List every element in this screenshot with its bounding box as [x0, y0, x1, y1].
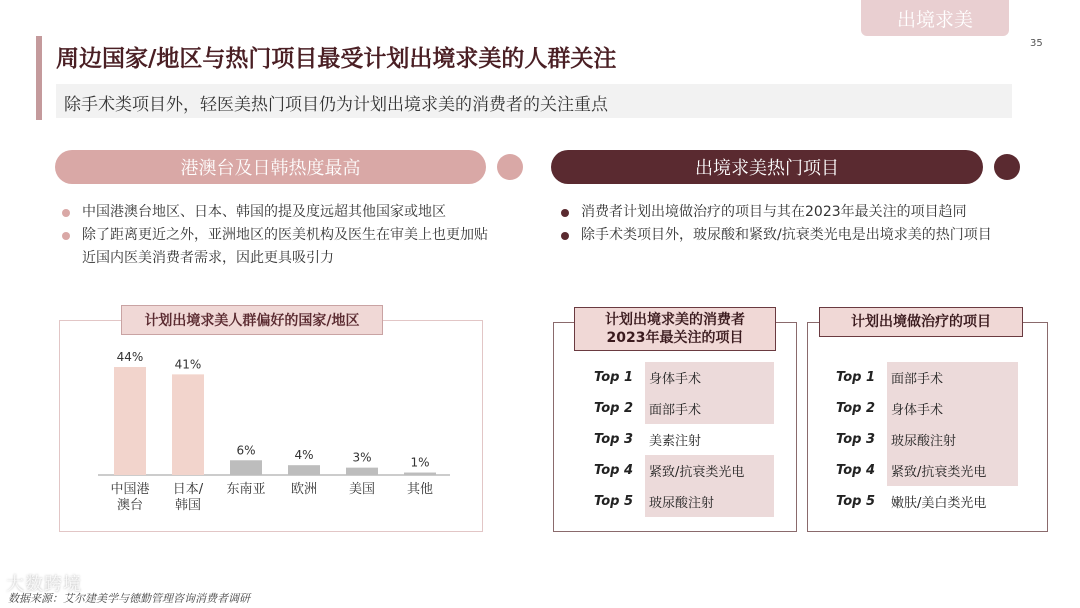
- x-tick-label: 欧洲: [290, 482, 318, 497]
- bar: [288, 465, 320, 475]
- bar: [172, 374, 204, 475]
- bar-value-label: 6%: [236, 443, 256, 458]
- list-a-item: 美素注射: [649, 434, 702, 449]
- bar-value-label: 4%: [294, 448, 314, 463]
- left-bullet-list: [58, 201, 498, 270]
- bar: [404, 473, 436, 475]
- list-a-title-line1: 计划出境求美的消费者: [605, 312, 745, 328]
- list-a-item: 紧致/抗衰类光电: [645, 455, 774, 486]
- x-tick-label: 中国港: [110, 482, 150, 497]
- right-bullet: 除手术类项目外，玻尿酸和紧致/抗衰类光电是出境求美的热门项目: [557, 224, 997, 247]
- right-bullet-list: [557, 201, 997, 247]
- list-b-rank-label: Top 3: [836, 432, 875, 447]
- x-tick-label: 韩国: [174, 498, 202, 513]
- x-tick-label: 美国: [348, 482, 376, 497]
- section-tag: 出境求美: [861, 0, 1009, 36]
- list-a-rank-label: Top 4: [594, 463, 633, 478]
- right-section-header: 出境求美热门项目: [551, 150, 983, 184]
- bar-value-label: 41%: [174, 357, 202, 372]
- list-b-item: 身体手术: [887, 393, 1018, 424]
- list-a-rank-label: Top 2: [594, 401, 633, 416]
- list-b-rank-label: Top 4: [836, 463, 875, 478]
- list-a-item: 身体手术: [645, 362, 774, 393]
- watermark: 大数跨境: [6, 574, 82, 595]
- list-a-rank-label: Top 3: [594, 432, 633, 447]
- list-a-rank-label: Top 1: [594, 370, 633, 385]
- chart-title: 计划出境求美人群偏好的国家/地区: [121, 305, 383, 335]
- list-a-title-line2: 2023年最关注的项目: [606, 330, 744, 346]
- bar-value-label: 1%: [410, 455, 430, 470]
- list-b-item: 面部手术: [887, 362, 1018, 393]
- data-source: 数据来源：艾尔建美学与德勤管理咨询消费者调研: [8, 592, 250, 605]
- left-header-dot: [497, 154, 523, 180]
- left-section-header: 港澳台及日韩热度最高: [55, 150, 486, 184]
- x-tick-label: 其他: [406, 482, 434, 497]
- list-b-rank-label: Top 5: [836, 494, 875, 509]
- right-bullet: 消费者计划出境做治疗的项目与其在2023年最关注的项目趋同: [557, 201, 997, 224]
- list-b-item: 玻尿酸注射: [887, 424, 1018, 455]
- page-title: 周边国家/地区与热门项目最受计划出境求美的人群关注: [56, 46, 617, 72]
- left-bullet: 除了距离更近之外，亚洲地区的医美机构及医生在审美上也更加贴近国内医美消费者需求，因此更具吸引力: [58, 224, 498, 270]
- x-tick-label: 澳台: [116, 498, 144, 513]
- left-bullet: 中国港澳台地区、日本、韩国的提及度远超其他国家或地区: [58, 201, 498, 224]
- bar: [230, 460, 262, 475]
- list-a-item: 面部手术: [645, 393, 774, 424]
- bar-value-label: 44%: [116, 350, 144, 364]
- list-a-rank-label: Top 5: [594, 494, 633, 509]
- bar-value-label: 3%: [352, 450, 372, 465]
- list-b-rank-label: Top 2: [836, 401, 875, 416]
- page-subtitle: 除手术类项目外，轻医美热门项目仍为计划出境求美的消费者的关注重点: [64, 95, 608, 115]
- title-accent-bar: [36, 36, 42, 120]
- right-header-dot: [994, 154, 1020, 180]
- list-a-title: [574, 307, 776, 351]
- list-a-item: 玻尿酸注射: [645, 486, 774, 517]
- page-number: 35: [1030, 38, 1043, 49]
- bar: [114, 367, 146, 475]
- x-tick-label: 日本/: [172, 482, 204, 497]
- list-b-item: 紧致/抗衰类光电: [887, 455, 1018, 486]
- bar: [346, 468, 378, 475]
- list-b-rank-label: Top 1: [836, 370, 875, 385]
- x-tick-label: 东南亚: [226, 482, 266, 497]
- bar-chart: [60, 336, 482, 531]
- list-b-item: 嫩肤/美白类光电: [891, 496, 987, 511]
- list-b-title: 计划出境做治疗的项目: [819, 307, 1023, 337]
